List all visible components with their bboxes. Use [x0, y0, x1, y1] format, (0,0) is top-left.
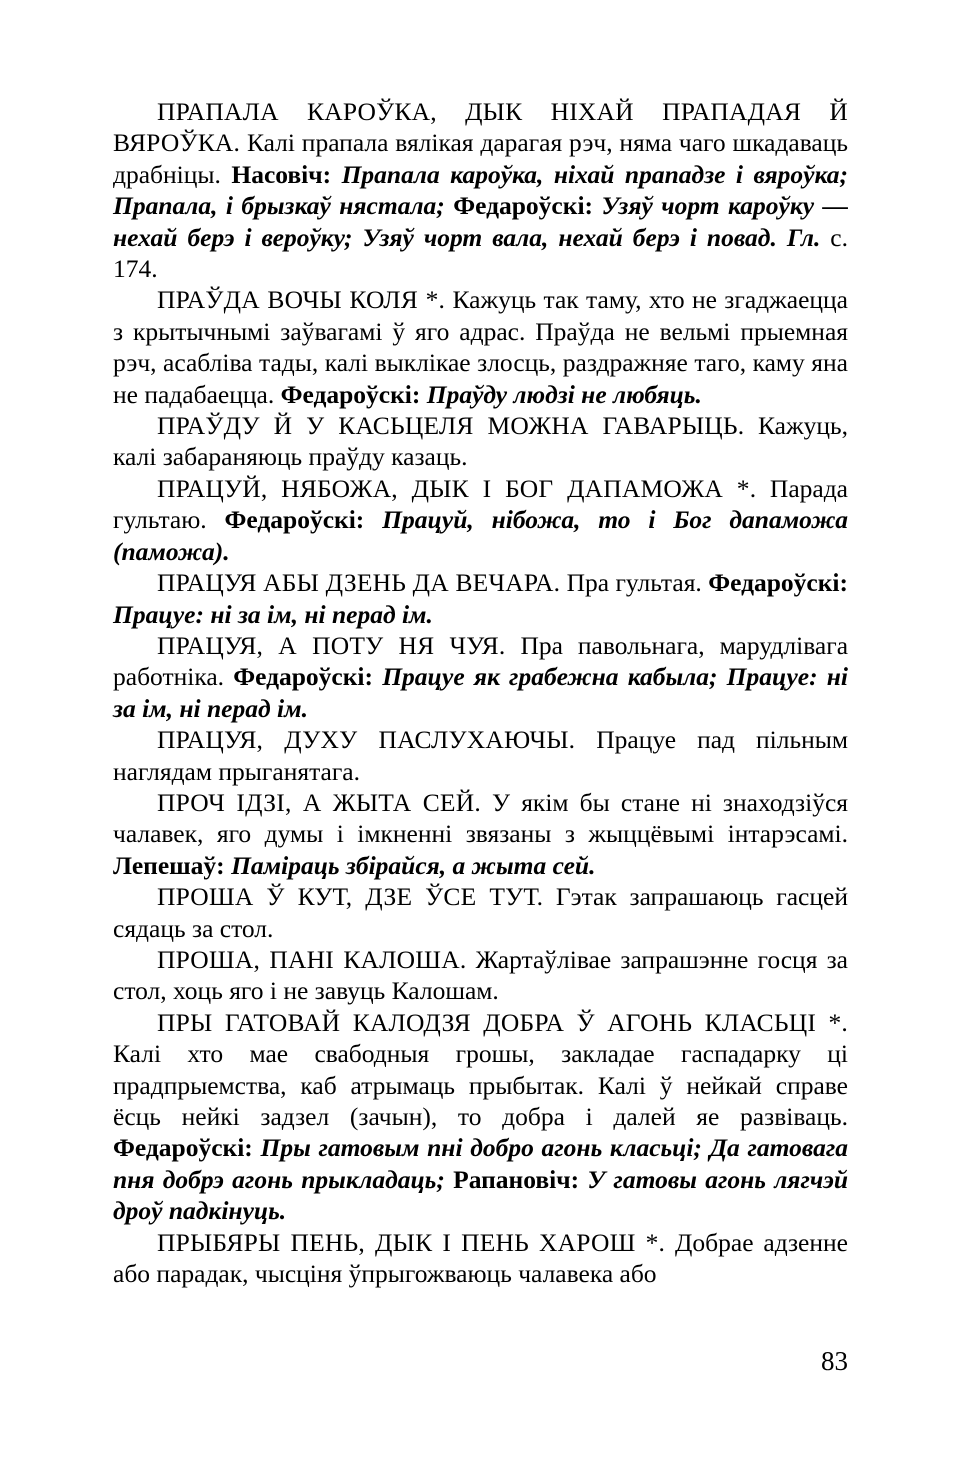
entry-text: [445, 1165, 453, 1194]
dictionary-entry: [113, 724, 848, 787]
entry-headword: ПРАЎДУ Й У КАСЬЦЕЛЯ МОЖНА ГАВАРЫЦЬ.: [157, 411, 745, 441]
entry-headword: ПРОША, ПАНІ КАЛОША.: [157, 944, 467, 974]
entry-definition: У якім бы стане ні знаходзіўся чалавек, яго думы і імкненні звязаны з жыццёвымі інтарэсамі.: [113, 787, 848, 849]
entry-headword: ПРАЦУЯ, А ПОТУ НЯ ЧУЯ.: [157, 630, 506, 660]
entry-citation: Гл.: [786, 222, 821, 252]
page-text-column: [113, 96, 848, 1289]
entry-text: [373, 662, 382, 691]
entry-source-name: Насовіч:: [231, 159, 332, 189]
entry-text: [364, 505, 382, 534]
entry-headword: ПРАЦУЯ, ДУХУ ПАСЛУХАЮЧЫ.: [157, 725, 576, 755]
dictionary-entry: [113, 1227, 848, 1290]
entry-citation: Працуе: ні за ім, ні перад ім.: [113, 599, 433, 629]
dictionary-entry: [113, 944, 848, 1007]
entry-source-name: Федароўскі:: [233, 662, 374, 692]
dictionary-entry: [113, 567, 848, 630]
entry-definition: Пра гультая.: [560, 568, 709, 598]
entry-source-name: Федароўскі:: [224, 505, 365, 535]
dictionary-entry: [113, 787, 848, 881]
page-number: 83: [821, 1346, 848, 1376]
entry-source-name: Федароўскі:: [708, 568, 849, 598]
dictionary-entry: [113, 96, 848, 284]
entry-definition: Пра павольнага, марудлівага работніка.: [113, 630, 849, 692]
entry-definition: Працуе пад пільным наглядам прыганятага.: [113, 725, 848, 786]
dictionary-entry: [113, 881, 848, 944]
entry-source-name: Федароўскі:: [113, 1133, 253, 1163]
entry-citation: Узяў чорт кароўку — нехай берэ і вероўку; Узяў чорт вала, нехай берэ і повад.: [113, 191, 849, 252]
entry-definition: Кажуць так таму, хто не згаджаецца з крытычнымі заўвагамі ў яго адрас. Праўда не вельмі прыемная рэч, асабліва тады, калі выклікае злосць, раздражняе таго, каму яна не падабаецца.: [113, 285, 848, 409]
entry-citation: Праўду людзі не любяць.: [426, 379, 702, 409]
entry-headword: ПРАЦУЙ, НЯБОЖА, ДЫК І БОГ ДАПАМОЖА *.: [157, 473, 757, 503]
entry-definition: Гэтак запрашаюць гасцей сядаць за стол.: [113, 882, 848, 943]
entry-definition: Кажуць, калі забараняюць праўду казаць.: [113, 411, 849, 472]
entry-citation: У гатовы агонь лягчэй дроў падкінуць.: [113, 1164, 849, 1226]
entry-definition: Жартаўлівае запрашэнне госця за стол, хоць яго і не завуць Калошам.: [113, 944, 848, 1006]
entry-text: [445, 191, 453, 220]
entry-definition: Добрае адзенне або парадак, чысціня ўпрыгожваюць чалавека або: [113, 1227, 848, 1289]
entry-headword: ПРЫБЯРЫ ПЕНЬ, ДЫК І ПЕНЬ ХАРОШ *.: [157, 1227, 666, 1257]
entry-headword: ПРОША Ў КУТ, ДЗЕ ЎСЕ ТУТ.: [157, 882, 544, 912]
dictionary-entry: [113, 473, 848, 567]
entry-source-name: Рапановіч:: [453, 1164, 580, 1194]
entry-citation: Прапала кароўка, ніхай прападзе і вяроўка; Прапала, і брызкаў нястала;: [113, 159, 849, 221]
entry-definition: Калі прапала вялікая дарагая рэч, няма чаго шкадаваць драбніцы.: [113, 128, 848, 189]
dictionary-entry: [113, 630, 848, 724]
entry-citation: Пры гатовым пні добро агонь класьці; Да гатовага пня добрэ агонь прыкладаць;: [113, 1133, 849, 1194]
entry-definition: Калі хто мае свабодныя грошы, закладае гаспадарку ці прадпрыемства, каб атрымаць прыбытак. Калі ў нейкай справе ёсць нейкі задзел (зачын), то добра і далей яе развіваць.: [113, 1039, 848, 1131]
entry-text: [331, 160, 341, 189]
entry-citation: Працуй, нібожа, то і Бог дапаможа (паможа).: [113, 505, 848, 566]
entry-headword: ПРОЧ ІДЗІ, А ЖЫТА СЕЙ.: [157, 787, 481, 817]
entry-headword: ПРАПАЛА КАРОЎКА, ДЫК НІХАЙ ПРАПАДАЯ Й ВЯРОЎКА.: [113, 97, 848, 158]
entry-text: [253, 1133, 261, 1162]
entry-citation: Паміраць збірайся, а жыта сей.: [231, 850, 596, 880]
entry-headword: ПРАЎДА ВОЧЫ КОЛЯ *.: [157, 285, 446, 315]
dictionary-entry: [113, 1007, 848, 1227]
entry-text: с. 174.: [113, 222, 848, 284]
entry-definition: Парада гультаю.: [113, 473, 848, 535]
dictionary-entry: [113, 284, 848, 410]
entry-headword: ПРЫ ГАТОВАЙ КАЛОДЗЯ ДОБРА Ў АГОНЬ КЛАСЬЦІ *.: [157, 1007, 848, 1037]
entry-source-name: Лепешаў:: [113, 850, 225, 880]
entry-source-name: Федароўскі:: [280, 379, 421, 409]
entry-source-name: Федароўскі:: [453, 191, 594, 221]
entry-citation: Працуе як грабежна кабыла; Працуе: ні за ім, ні перад ім.: [113, 662, 849, 723]
entry-headword: ПРАЦУЯ АБЫ ДЗЕНЬ ДА ВЕЧАРА.: [157, 568, 561, 598]
dictionary-entry: [113, 410, 848, 473]
entry-text: [777, 223, 787, 252]
